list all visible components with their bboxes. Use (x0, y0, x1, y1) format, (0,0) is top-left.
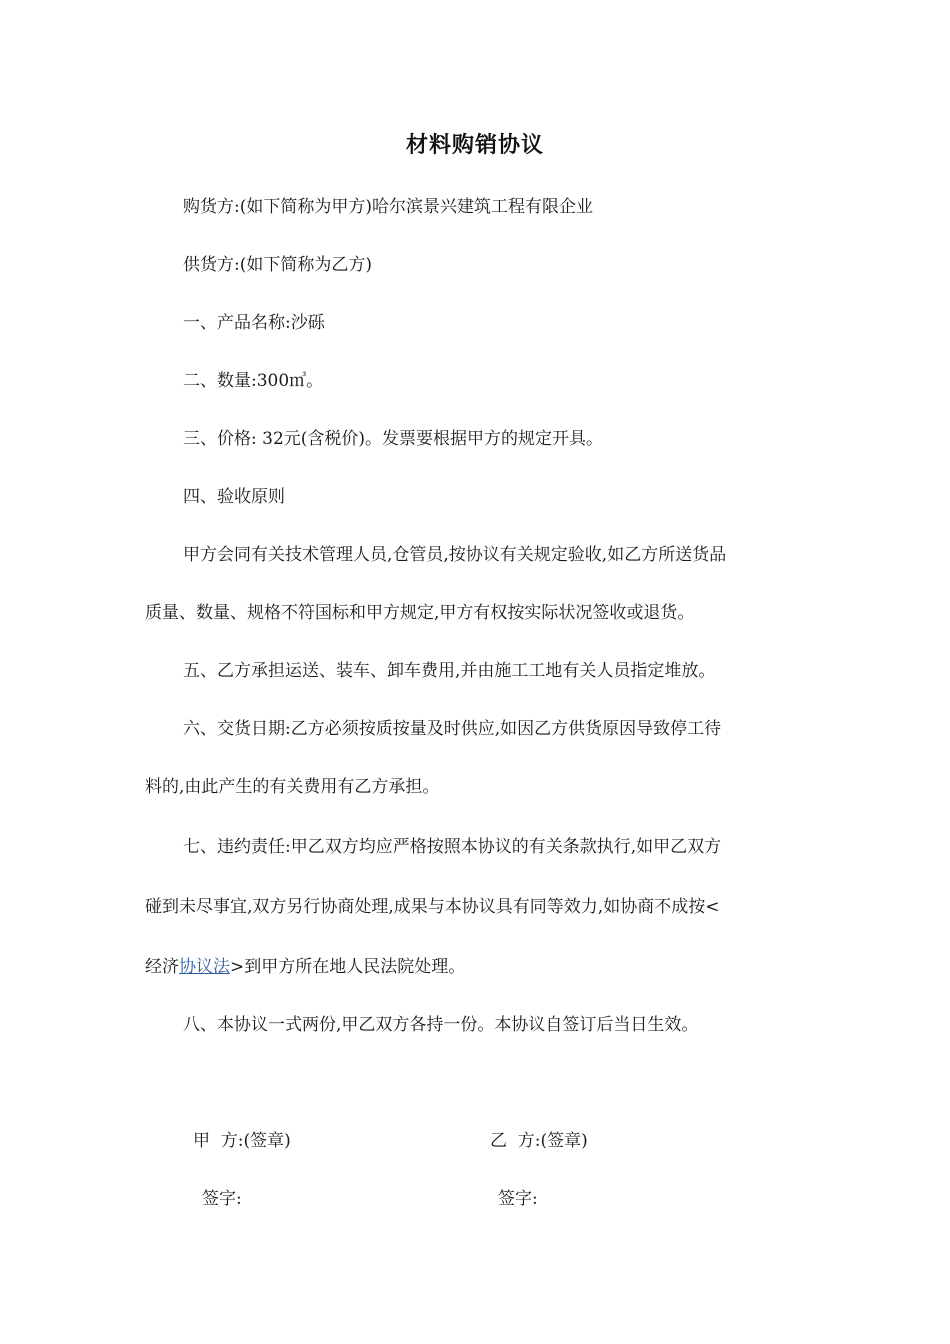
buyer-line: 购货方:(如下简称为甲方)哈尔滨景兴建筑工程有限企业 (183, 197, 593, 217)
clause-liability-line3-suffix: >到甲方所在地人民法院处理。 (230, 957, 466, 977)
clause-quantity: 二、数量:300㎥。 (183, 371, 324, 391)
party-b-seal: 乙 方:(签章) (490, 1131, 588, 1151)
clause-price: 三、价格: 32元(含税价)。发票要根据甲方的规定开具。 (183, 429, 604, 449)
clause-acceptance-title: 四、验收原则 (183, 487, 285, 507)
seller-line: 供货方:(如下简称为乙方) (183, 255, 372, 275)
clause-liability-line3 (145, 938, 810, 996)
clause-liability-line2: 碰到未尽事宜,双方另行协商处理,成果与本协议具有同等效力,如协商不成按< (145, 897, 720, 917)
contract-law-link[interactable]: 协议法 (179, 957, 230, 977)
party-a-seal: 甲 方:(签章) (193, 1131, 291, 1151)
clause-liability-line1: 七、违约责任:甲乙双方均应严格按照本协议的有关条款执行,如甲乙双方 (183, 837, 722, 857)
clause-transport: 五、乙方承担运送、装车、卸车费用,并由施工工地有关人员指定堆放。 (183, 661, 716, 681)
clause-delivery-line1: 六、交货日期:乙方必须按质按量及时供应,如因乙方供货原因导致停工待 (183, 719, 722, 739)
clause-delivery-line2: 料的,由此产生的有关费用有乙方承担。 (145, 777, 440, 797)
document-title: 材料购销协议 (405, 133, 544, 158)
party-b-signature: 签字: (498, 1189, 538, 1209)
party-a-signature: 签字: (202, 1189, 242, 1209)
clause-acceptance-body-line2: 质量、数量、规格不符国标和甲方规定,甲方有权按实际状况签收或退货。 (145, 603, 695, 623)
clause-acceptance-body-line1: 甲方会同有关技术管理人员,仓管员,按协议有关规定验收,如乙方所送货品 (183, 545, 727, 565)
clause-product-name: 一、产品名称:沙砾 (183, 313, 325, 333)
clause-copies: 八、本协议一式两份,甲乙双方各持一份。本协议自签订后当日生效。 (183, 1015, 699, 1035)
clause-liability-line3-prefix: 经济 (145, 957, 179, 977)
